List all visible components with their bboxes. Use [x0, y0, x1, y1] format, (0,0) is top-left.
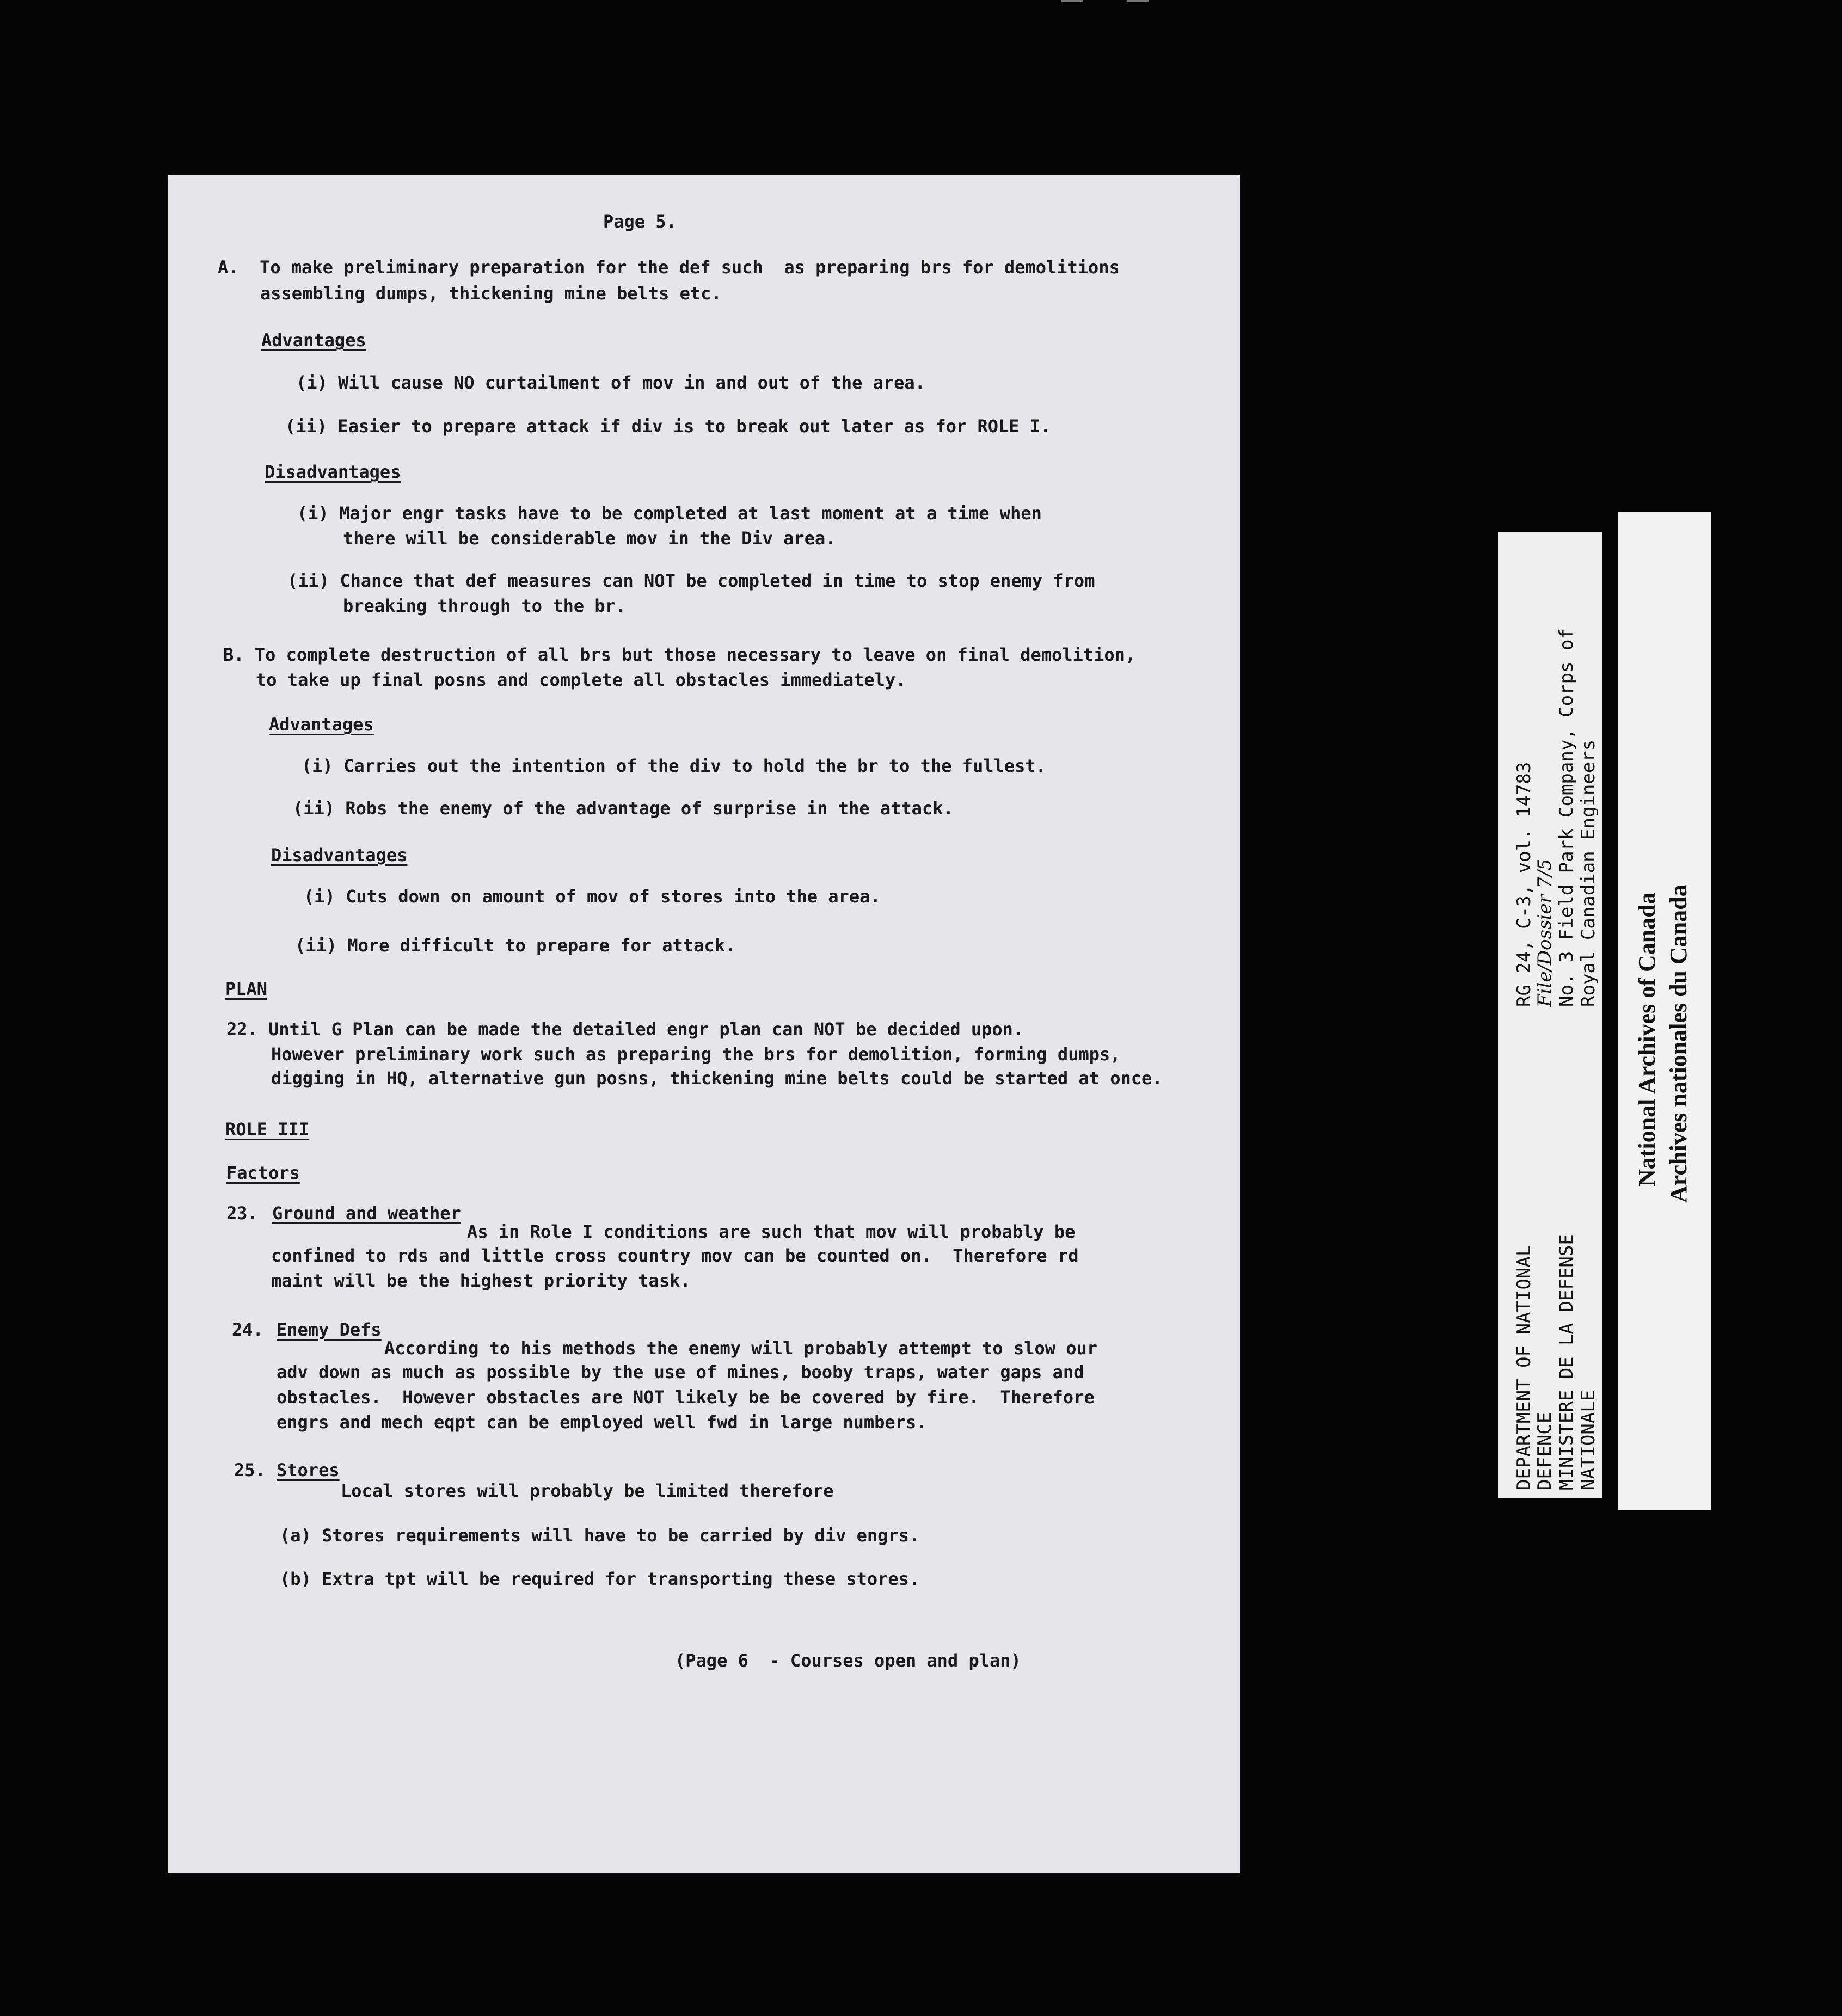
- archive-unit-line2: Royal Canadian Engineers: [1577, 739, 1599, 1007]
- para-23-line2: confined to rds and little cross country mov can be counted on. Therefore rd: [271, 1245, 1079, 1266]
- para-24-line3: obstacles. However obstacles are NOT likely be be covered by fire. Therefore: [277, 1387, 1095, 1407]
- national-archives-strip: [1618, 512, 1711, 1510]
- archive-file-number: File/Dossier 7/5: [1534, 858, 1556, 1007]
- heading-role-iii: ROLE III: [225, 1119, 310, 1140]
- dis1-item-i-line2: there will be considerable mov in the Div area.: [343, 528, 836, 549]
- archive-label-strip: [1498, 532, 1602, 1498]
- adv1-item-i: (i) Will cause NO curtailment of mov in and out of the area.: [296, 372, 925, 393]
- department-line3: MINISTERE DE LA DEFENSE: [1556, 1234, 1577, 1490]
- heading-disadvantages-1: Disadvantages: [265, 462, 401, 482]
- heading-factors: Factors: [226, 1163, 300, 1183]
- archive-reference: RG 24, C-3, vol. 14783: [1513, 761, 1535, 1007]
- national-archives-en: National Archives of Canada: [1634, 892, 1660, 1187]
- para-22-line3: digging in HQ, alternative gun posns, thickening mine belts could be started at once.: [271, 1068, 1163, 1089]
- heading-advantages-1: Advantages: [261, 330, 366, 351]
- department-line4: NATIONALE: [1577, 1390, 1599, 1490]
- department-line1: DEPARTMENT OF NATIONAL: [1513, 1245, 1535, 1490]
- dis1-item-ii-line2: breaking through to the br.: [343, 595, 627, 616]
- dis2-item-ii: (ii) More difficult to prepare for attack.: [295, 935, 736, 956]
- para-a-line2: assembling dumps, thickening mine belts etc.: [260, 283, 722, 304]
- heading-advantages-2: Advantages: [269, 714, 374, 735]
- para-25-item-a: (a) Stores requirements will have to be carried by div engrs.: [280, 1525, 920, 1546]
- department-line2: DEFENCE: [1534, 1412, 1556, 1490]
- para-23-line3: maint will be the highest priority task.: [271, 1270, 691, 1291]
- para-24-line4: engrs and mech eqpt can be employed well fwd in large numbers.: [277, 1412, 927, 1433]
- para-23-line1: As in Role I conditions are such that mov will probably be: [467, 1221, 1076, 1242]
- para-24-heading: Enemy Defs: [277, 1319, 382, 1340]
- para-22-line1: 22. Until G Plan can be made the detailed engr plan can NOT be decided upon.: [226, 1019, 1024, 1040]
- document-page: [168, 175, 1240, 1873]
- para-24-line1: According to his methods the enemy will probably attempt to slow our: [384, 1338, 1098, 1359]
- para-24-line2: adv down as much as possible by the use of mines, booby traps, water gaps and: [277, 1362, 1084, 1382]
- dis1-item-ii-line1: (ii) Chance that def measures can NOT be completed in time to stop enemy from: [287, 570, 1095, 591]
- national-archives-fr: Archives nationales du Canada: [1665, 884, 1692, 1203]
- heading-plan: PLAN: [225, 979, 268, 999]
- heading-disadvantages-2: Disadvantages: [271, 845, 408, 865]
- para-b-line1: B. To complete destruction of all brs but those necessary to leave on final demolition,: [223, 644, 1136, 665]
- archive-unit-line1: No. 3 Field Park Company, Corps of: [1556, 628, 1577, 1007]
- para-a-line1: A. To make preliminary preparation for the def such as preparing brs for demolitions: [218, 257, 1120, 278]
- page-footer: (Page 6 - Courses open and plan): [675, 1650, 1021, 1671]
- dis2-item-i: (i) Cuts down on amount of mov of stores into the area.: [304, 886, 881, 907]
- para-23-number: 23.: [226, 1203, 258, 1224]
- para-25-line1: Local stores will probably be limited therefore: [341, 1480, 834, 1501]
- para-25-item-b: (b) Extra tpt will be required for transporting these stores.: [280, 1569, 920, 1589]
- page-header: Page 5.: [603, 211, 677, 232]
- para-22-line2: However preliminary work such as preparing the brs for demolition, forming dumps,: [271, 1044, 1121, 1065]
- para-25-heading: Stores: [277, 1460, 340, 1480]
- para-24-number: 24.: [232, 1319, 263, 1340]
- para-25-number: 25.: [234, 1460, 266, 1480]
- adv2-item-i: (i) Carries out the intention of the div to hold the br to the fullest.: [302, 755, 1046, 776]
- dis1-item-i-line1: (i) Major engr tasks have to be completed at last moment at a time when: [297, 503, 1042, 524]
- adv1-item-ii: (ii) Easier to prepare attack if div is to break out later as for ROLE I.: [285, 416, 1051, 437]
- para-23-heading: Ground and weather: [272, 1203, 461, 1224]
- adv2-item-ii: (ii) Robs the enemy of the advantage of surprise in the attack.: [293, 798, 954, 819]
- top-edge-marks: [1061, 0, 1198, 4]
- para-b-line2: to take up final posns and complete all obstacles immediately.: [256, 669, 906, 690]
